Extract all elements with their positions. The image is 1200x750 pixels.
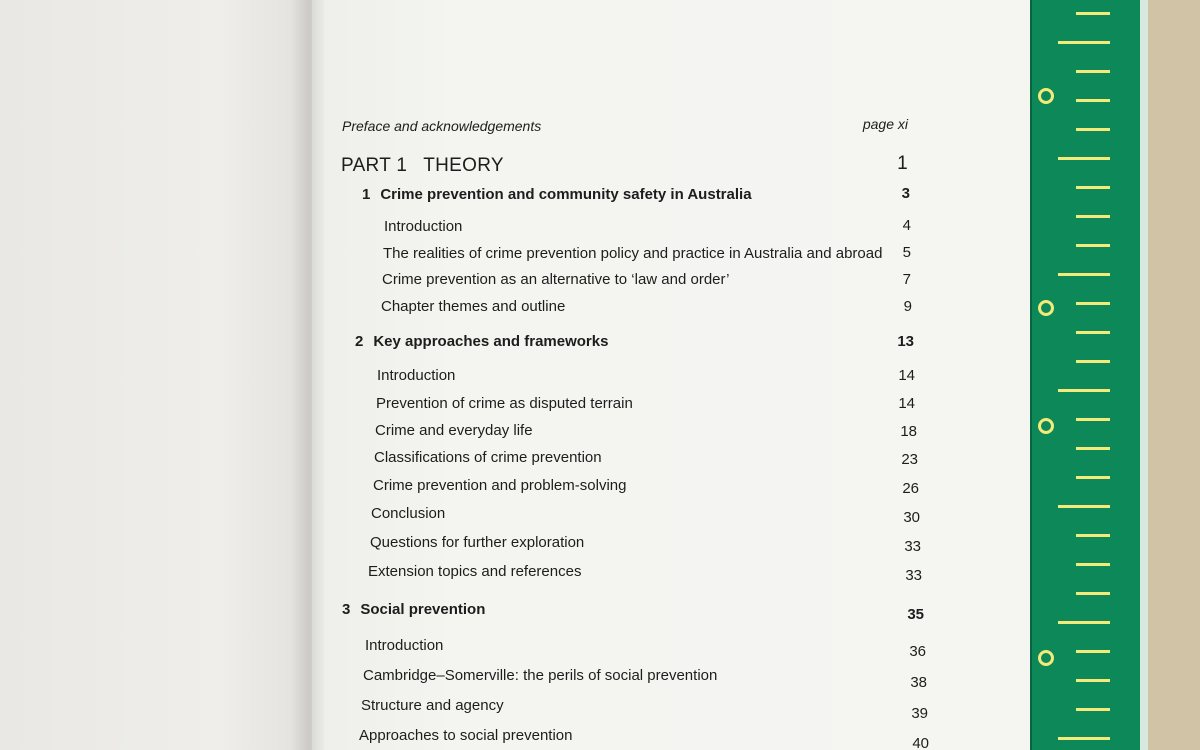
book-gutter (290, 0, 324, 750)
toc-section-page: 23 (901, 451, 918, 468)
toc-section: Approaches to social prevention (359, 727, 573, 744)
toc-chapter-3-page: 35 (907, 606, 924, 623)
toc-section-page: 7 (902, 271, 911, 288)
ruler-marking (1038, 650, 1054, 666)
chapter-number: 3 (342, 601, 351, 618)
desk-surface (1148, 0, 1200, 750)
ruler-tick (1076, 418, 1110, 421)
toc-section-page: 33 (905, 567, 922, 584)
toc-section-page: 5 (902, 244, 911, 261)
toc-chapter-2-page: 13 (897, 333, 914, 350)
ruler-tick (1058, 389, 1110, 392)
toc-section-page: 38 (910, 674, 927, 691)
toc-section: Cambridge–Somerville: the perils of social prevention (363, 667, 718, 684)
toc-section-page: 30 (903, 509, 920, 526)
ruler-tick (1076, 476, 1110, 479)
toc-section-page: 14 (898, 367, 915, 384)
toc-preface-page: page xi (862, 116, 908, 132)
ruler-tick (1058, 621, 1110, 624)
chapter-number: 1 (362, 186, 371, 203)
toc-section: Chapter themes and outline (381, 298, 566, 315)
ruler-marking (1038, 88, 1054, 104)
toc-part-page: 1 (897, 153, 908, 174)
toc-section: Extension topics and references (368, 563, 582, 580)
ruler-tick (1076, 70, 1110, 73)
toc-section: Introduction (384, 218, 463, 235)
ruler-marking (1038, 418, 1054, 434)
ruler-marking (1038, 300, 1054, 316)
toc-preface-title: Preface and acknowledgements (342, 118, 542, 134)
chapter-title: Key approaches and frameworks (373, 333, 609, 350)
toc-section-page: 26 (902, 480, 919, 497)
toc-section-page: 40 (912, 735, 929, 750)
ruler-tick (1076, 563, 1110, 566)
toc-section-page: 14 (898, 395, 915, 412)
part-title: THEORY (423, 155, 504, 176)
ruler-tick (1076, 331, 1110, 334)
toc-chapter-1 (362, 186, 752, 203)
ruler-tick (1076, 244, 1110, 247)
ruler-tick (1058, 505, 1110, 508)
ruler (1030, 0, 1142, 750)
ruler-tick (1058, 737, 1110, 740)
toc-part-heading (341, 155, 504, 177)
toc-section: Crime and everyday life (375, 422, 533, 439)
ruler-tick (1058, 157, 1110, 160)
toc-section: Crime prevention and problem-solving (373, 477, 627, 494)
toc-section: Structure and agency (361, 697, 504, 714)
toc-chapter-2 (355, 333, 608, 350)
ruler-tick (1076, 592, 1110, 595)
ruler-tick (1058, 273, 1110, 276)
toc-section-page: 36 (909, 643, 926, 660)
toc-chapter-1-page: 3 (901, 185, 910, 202)
chapter-title: Crime prevention and community safety in Australia (380, 186, 752, 203)
toc-section: Conclusion (371, 505, 446, 522)
ruler-tick (1076, 534, 1110, 537)
toc-section-page: 39 (911, 705, 928, 722)
ruler-tick (1076, 650, 1110, 653)
toc-section-page: 18 (900, 423, 917, 440)
part-number: PART 1 (341, 155, 408, 176)
chapter-number: 2 (355, 333, 364, 350)
toc-section: Crime prevention as an alternative to ‘law and order’ (382, 271, 730, 288)
ruler-tick (1076, 302, 1110, 305)
ruler-tick (1076, 186, 1110, 189)
toc-section: Introduction (365, 637, 444, 654)
toc-section-page: 9 (903, 298, 912, 315)
ruler-tick (1058, 41, 1110, 44)
toc-section: Prevention of crime as disputed terrain (376, 395, 633, 412)
ruler-tick (1076, 12, 1110, 15)
left-page (0, 0, 312, 750)
ruler-tick (1076, 215, 1110, 218)
ruler-tick (1076, 708, 1110, 711)
ruler-tick (1076, 360, 1110, 363)
ruler-edge (1140, 0, 1148, 750)
toc-chapter-3 (342, 601, 485, 618)
toc-section: Introduction (377, 367, 456, 384)
ruler-tick (1076, 99, 1110, 102)
toc-section-page: 33 (904, 538, 921, 555)
toc-section: Classifications of crime prevention (374, 449, 602, 466)
ruler-tick (1076, 447, 1110, 450)
toc-section: The realities of crime prevention policy and practice in Australia and abroad (383, 245, 883, 262)
chapter-title: Social prevention (360, 601, 486, 618)
toc-section-page: 4 (902, 217, 911, 234)
toc-section: Questions for further exploration (370, 534, 585, 551)
ruler-tick (1076, 128, 1110, 131)
ruler-tick (1076, 679, 1110, 682)
